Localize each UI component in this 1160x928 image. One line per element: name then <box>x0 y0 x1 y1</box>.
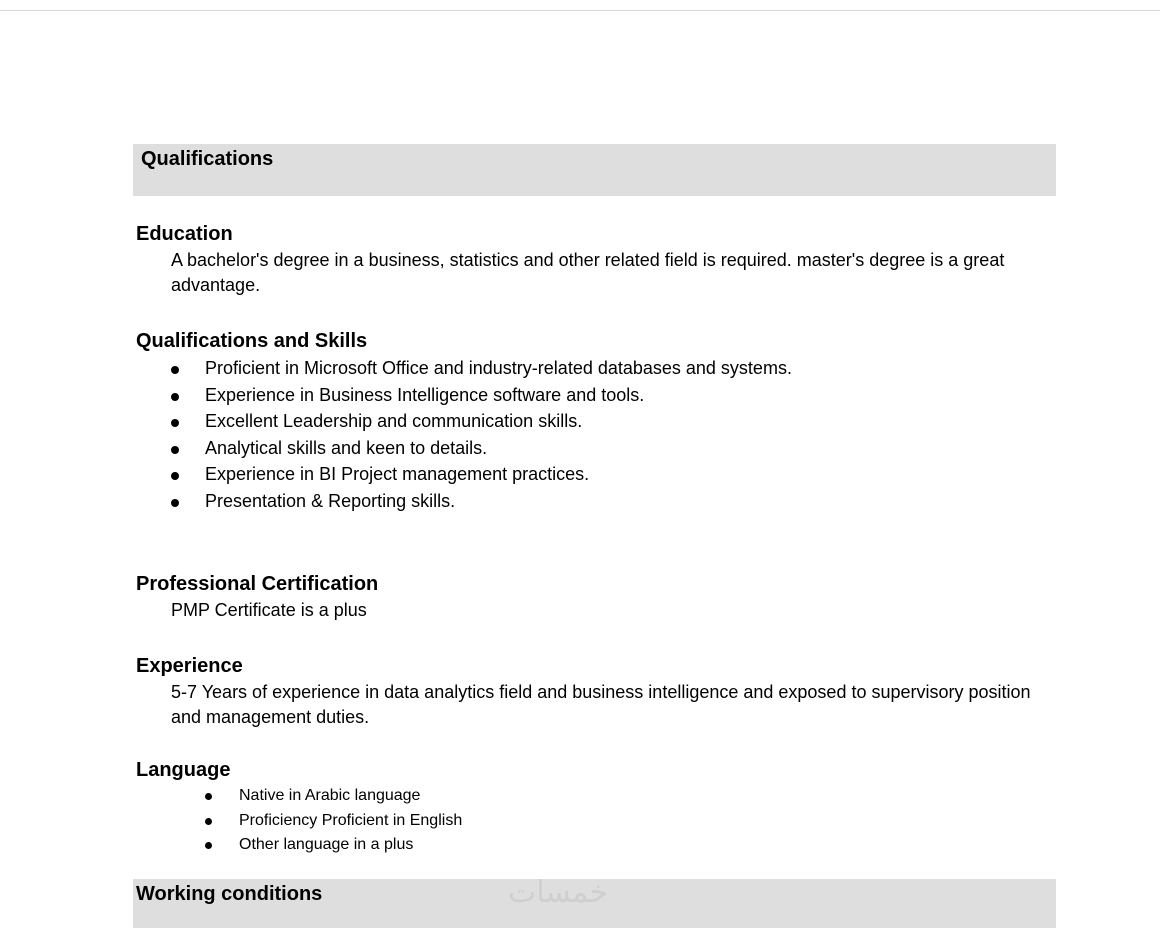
list-item <box>205 833 462 858</box>
bullet-icon <box>171 393 179 401</box>
language-text: Proficiency Proficient in English <box>239 811 463 829</box>
language-list <box>205 784 462 858</box>
experience-heading: Experience <box>136 655 243 677</box>
skills-heading: Qualifications and Skills <box>136 330 368 352</box>
list-item <box>171 408 792 435</box>
top-divider <box>0 10 1160 11</box>
skill-text: Experience in Business Intelligence software and tools. <box>205 384 645 405</box>
language-text: Native in Arabic language <box>239 787 421 804</box>
skills-list <box>171 355 792 515</box>
list-item <box>171 488 792 515</box>
skill-text: Experience in BI Project management practices. <box>205 464 590 485</box>
language-text: Other language in a plus <box>239 836 414 853</box>
list-item <box>171 461 792 488</box>
language-heading: Language <box>136 759 231 781</box>
bullet-icon <box>171 472 179 480</box>
list-item <box>171 355 792 382</box>
education-text: A bachelor's degree in a business, statistics and other related field is required. master's degree is a great advantage. <box>171 250 1005 295</box>
education-heading: Education <box>136 223 233 245</box>
list-item <box>171 435 792 462</box>
working-conditions-section-title: Working conditions <box>136 883 323 905</box>
bullet-icon <box>171 366 179 374</box>
bullet-icon <box>171 446 179 454</box>
list-item <box>205 809 462 834</box>
bullet-icon <box>205 818 212 825</box>
list-item <box>171 382 792 409</box>
bullet-icon <box>205 842 212 849</box>
watermark-logo: خمسات <box>508 875 609 910</box>
bullet-icon <box>171 499 179 507</box>
skill-text: Excellent Leadership and communication skills. <box>205 411 583 432</box>
skill-text: Proficient in Microsoft Office and industry-related databases and systems. <box>205 358 792 378</box>
certification-heading: Professional Certification <box>136 573 379 595</box>
skill-text: Presentation & Reporting skills. <box>205 490 456 511</box>
experience-text: 5-7 Years of experience in data analytics field and business intelligence and exposed to supervisory position and management duties. <box>171 682 1031 727</box>
certification-text: PMP Certificate is a plus <box>171 600 367 620</box>
bullet-icon <box>171 419 179 427</box>
qualifications-section-title: Qualifications <box>141 148 274 170</box>
list-item <box>205 784 462 809</box>
bullet-icon <box>205 793 212 800</box>
skill-text: Analytical skills and keen to details. <box>205 437 488 458</box>
